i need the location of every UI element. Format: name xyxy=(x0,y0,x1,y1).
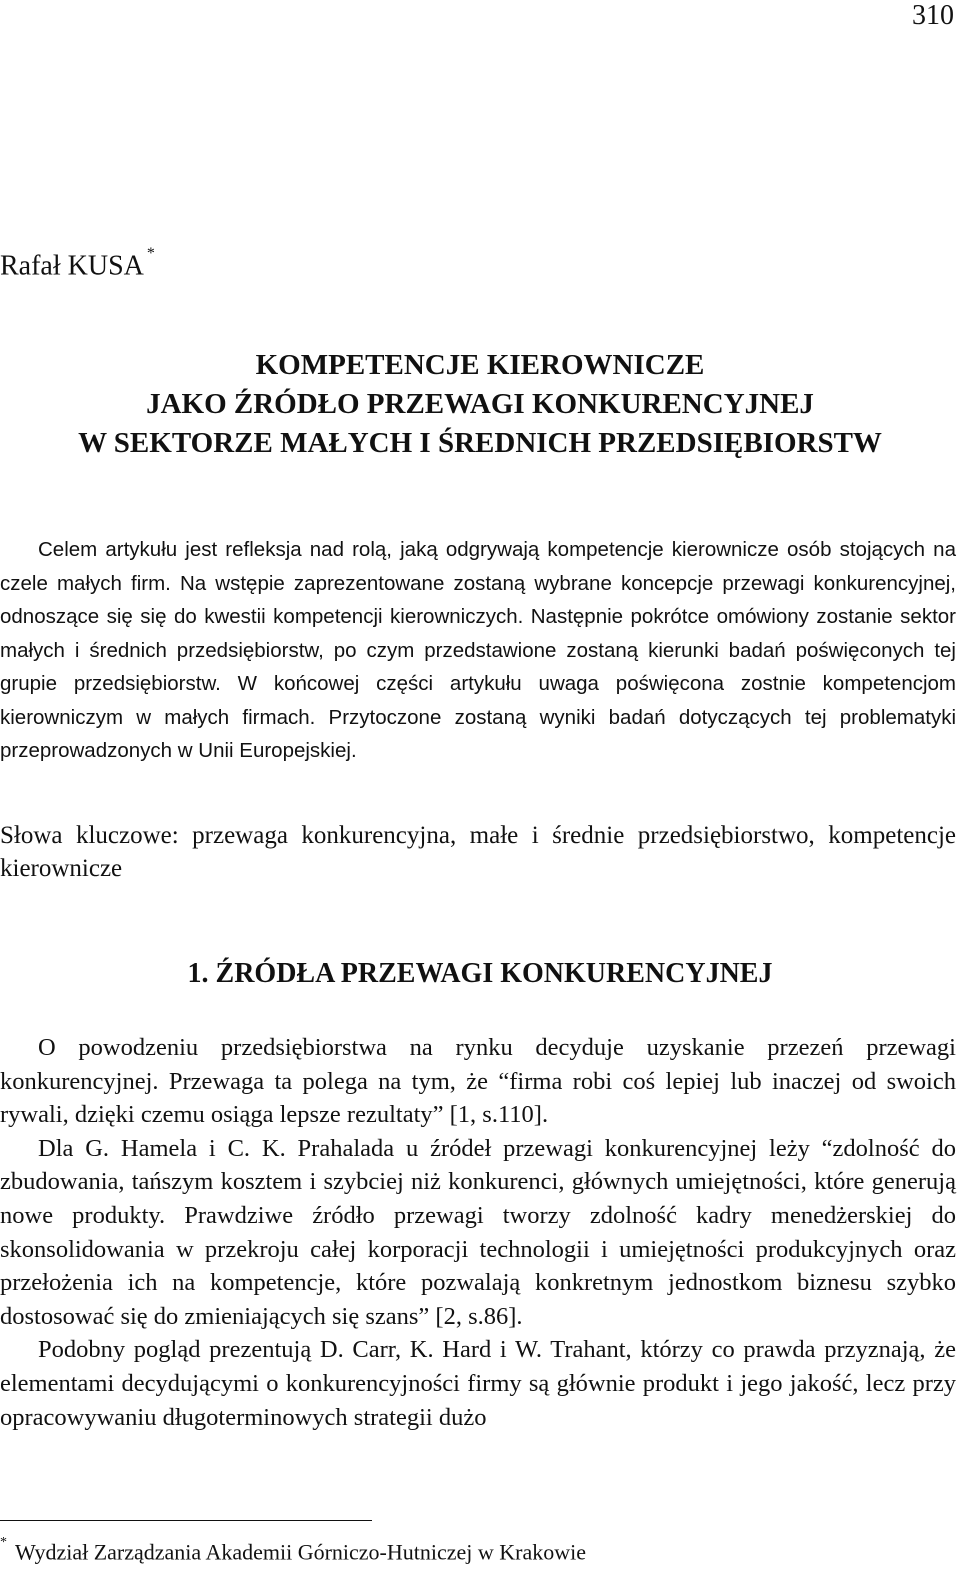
footnote-text: Wydział Zarządzania Akademii Górniczo-Hutniczej w Krakowie xyxy=(15,1539,587,1565)
keywords: Słowa kluczowe: przewaga konkurencyjna, małe i średnie przedsiębiorstwo, kompetencje kierownicze xyxy=(0,822,956,882)
author-footnote-marker: * xyxy=(146,245,155,262)
title-line-3: W SEKTORZE MAŁYCH I ŚREDNICH PRZEDSIĘBIORSTW xyxy=(78,427,882,459)
title-line-2: JAKO ŹRÓDŁO PRZEWAGI KONKURENCYJNEJ xyxy=(146,388,814,420)
author-name-text: Rafał KUSA xyxy=(0,250,144,282)
abstract: Celem artykułu jest refleksja nad rolą, jaką odgrywają kompetencje kierownicze osób stojących na czele małych firm. Na wstępie zaprezentowane zostaną wybrane koncepcje przewagi konkurencyjnej, odnoszące się się do kwestii kompetencji kierowniczych. Następnie pokrótce omówiony zostanie sektor małych i średnich przedsiębiorstw, po czym przedstawione zostaną kierunki badań poświęconych tej grupie przedsiębiorstw. W końcowej części artykułu uwaga poświęcona zostnie kompetencjom kierowniczym w małych firmach. Przytoczone zostaną wyniki badań dotyczących tej problematyki przeprowadzonych w Unii Europejskiej. xyxy=(0,538,956,762)
section-body xyxy=(0,1031,956,1434)
page-number: 310 xyxy=(912,0,954,31)
footnote-marker: * xyxy=(0,1535,7,1550)
article-title xyxy=(0,346,960,463)
paragraph-1: O powodzeniu przedsiębiorstwa na rynku decyduje uzyskanie przezeń przewagi konkurencyjnej. Przewaga ta polega na tym, że “firma robi coś lepiej lub inaczej od swoich rywali, dzięki czemu osiąga lepsze rezultaty” [1, s.110]. xyxy=(0,1034,956,1129)
author-name xyxy=(0,242,155,284)
footnote-divider xyxy=(0,1520,372,1521)
paragraph-3: Podobny pogląd prezentują D. Carr, K. Hard i W. Trahant, którzy co prawda przyznają, że elementami decydującymi o konkurencyjności firmy są głównie produkt i jego jakość, lecz przy opracowywaniu długoterminowych strategii dużo xyxy=(0,1336,956,1431)
paragraph-2: Dla G. Hamela i C. K. Prahalada u źródeł przewagi konkurencyjnej leży “zdolność do zbudowania, tańszym kosztem i szybciej niż konkurenci, głównych umiejętności, które generują nowe produkty. Prawdziwe źródło przewagi tworzy zdolność kadry menedżerskiej do skonsolidowania w przekroju całej korporacji technologii i umiejętności produkcyjnych oraz przełożenia ich na kompetencje, które pozwalają konkretnym jednostkom biznesu szybko dostosować się do zmieniających się szans” [2, s.86]. xyxy=(0,1134,956,1330)
title-line-1: KOMPETENCJE KIEROWNICZE xyxy=(255,349,705,381)
section-heading: 1. ŹRÓDŁA PRZEWAGI KONKURENCYJNEJ xyxy=(187,958,773,989)
footnote xyxy=(0,1533,586,1567)
